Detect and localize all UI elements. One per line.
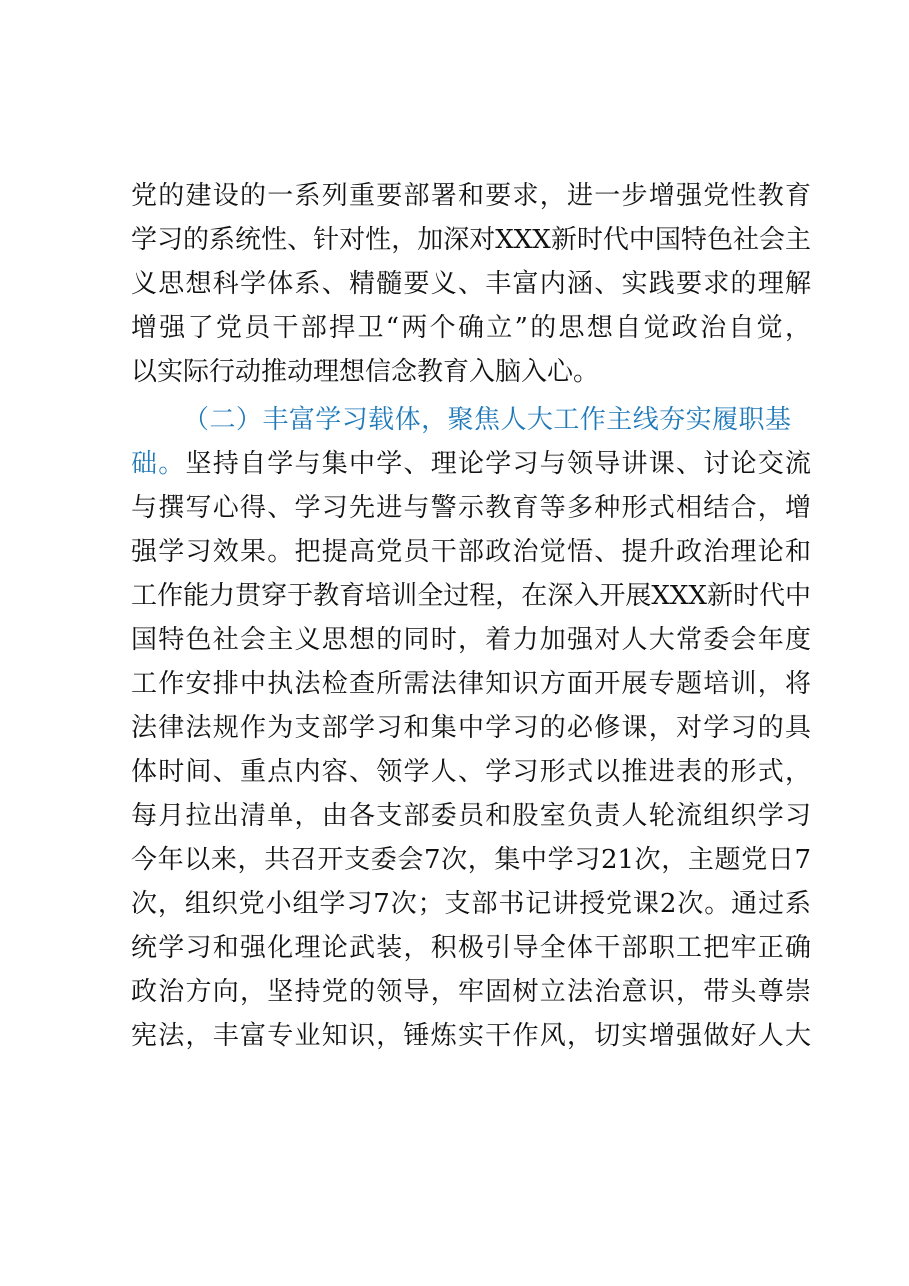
text-line-8	[131, 488, 811, 528]
line-text: 体时间、重点内容、领学人、学习形式以推进表的形式，	[131, 757, 811, 787]
line-text: 工作能力贯穿于教育培训全过程，在深入开展XXX新时代中	[131, 581, 811, 611]
text-line-20	[131, 1016, 811, 1056]
line-text: 义思想科学体系、精髓要义、丰富内涵、实践要求的理解	[131, 269, 811, 299]
line-text: 坚持自学与集中学、理论学习与领导讲课、讨论交流	[185, 449, 811, 479]
line-text: 增强了党员干部捍卫“两个确立”的思想自觉政治自觉，	[131, 313, 811, 343]
section-heading-end: 础。	[131, 449, 186, 479]
text-line-3	[131, 264, 811, 304]
line-text: 今年以来，共召开支委会7次，集中学习21次，主题党日7	[131, 845, 811, 875]
text-line-10	[131, 576, 811, 616]
line-text: 政治方向，坚持党的领导，牢固树立法治意识，带头尊崇	[131, 977, 811, 1007]
line-text: 国特色社会主义思想的同时，着力加强对人大常委会年度	[131, 625, 811, 655]
text-line-14	[131, 752, 811, 792]
line-text: 学习的系统性、针对性，加深对XXX新时代中国特色社会主	[131, 225, 811, 255]
section-heading-line	[183, 400, 791, 440]
text-line-9	[131, 532, 811, 572]
line-text: 党的建设的一系列重要部署和要求，进一步增强党性教育	[131, 181, 811, 211]
text-line-16	[131, 840, 811, 880]
line-text: 每月拉出清单，由各支部委员和股室负责人轮流组织学习	[131, 801, 811, 831]
line-text: 法律法规作为支部学习和集中学习的必修课，对学习的具	[131, 713, 811, 743]
line-text: 强学习效果。把提高党员干部政治觉悟、提升政治理论和	[131, 537, 811, 567]
text-line-1	[131, 176, 811, 216]
line-text: 以实际行动推动理想信念教育入脑入心。	[131, 357, 600, 387]
section-heading: （二）丰富学习载体，聚焦人大工作主线夯实履职基	[183, 405, 791, 435]
text-line-5	[131, 352, 811, 392]
line-text: 宪法，丰富专业知识，锤炼实干作风，切实增强做好人大	[131, 1021, 811, 1051]
text-line-11	[131, 620, 811, 660]
text-line-4	[131, 308, 811, 348]
text-line-19	[131, 972, 811, 1012]
text-line-13	[131, 708, 811, 748]
text-line-2	[131, 220, 811, 260]
text-line-12	[131, 664, 811, 704]
line-text: 与撰写心得、学习先进与警示教育等多种形式相结合，增	[131, 493, 811, 523]
line-text: 统学习和强化理论武装，积极引导全体干部职工把牢正确	[131, 933, 811, 963]
line-text: 工作安排中执法检查所需法律知识方面开展专题培训，将	[131, 669, 811, 699]
text-line-17	[131, 884, 811, 924]
text-line-7	[131, 444, 811, 484]
line-text: 次，组织党小组学习7次；支部书记讲授党课2次。通过系	[131, 889, 811, 919]
text-line-15	[131, 796, 811, 836]
text-line-18	[131, 928, 811, 968]
